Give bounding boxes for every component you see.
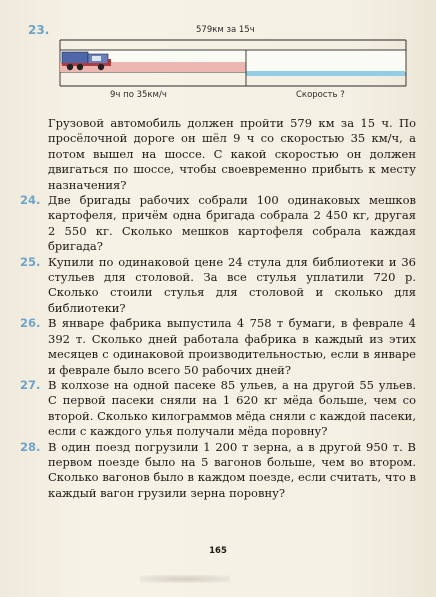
- problem-number: 24.: [20, 193, 41, 208]
- problem-text: Грузовой автомобиль должен пройти 579 км за 15 ч. По просёлочной дороге он шёл 9 ч со скоростью 35 км/ч, а потом вышел на шоссе. С какой скоростью он должен двигаться по шоссе, чтобы своевременно прибыть к месту назначения?: [48, 116, 416, 192]
- page-smudge: [140, 575, 230, 583]
- problem-25: [20, 254, 416, 317]
- problem-26: [20, 316, 416, 378]
- problem-text: Две бригады рабочих собрали 100 одинаковых мешков картофеля, причём одна бригада собрала 2 450 кг, другая 2 550 кг. Сколько мешков картофеля собрала каждая бригада?: [48, 193, 416, 254]
- problem-number: 26.: [20, 316, 41, 331]
- problem-28: [20, 439, 416, 502]
- distance-diagram-svg: [0, 0, 436, 110]
- problem-text: В один поезд погрузили 1 200 т зерна, а в другой 950 т. В первом поезде было на 5 вагонов больше, чем во втором. Сколько вагонов было в каждом поезде, если считать, что в каждый вагон грузили зерна поровну?: [48, 439, 416, 500]
- problem-23: [48, 116, 416, 193]
- problem-number: 25.: [20, 254, 41, 269]
- page-number: 165: [209, 546, 227, 556]
- highway-speed-label: Скорость ?: [296, 90, 345, 100]
- problem-text: В колхозе на одной пасеке 85 ульев, а на другой 55 ульев. С первой пасеки сняли на 1 620 кг мёда больше, чем со второй. Сколько килограммов мёда сняли с каждой пасеки, если с каждого улья получали мёда поровну?: [48, 377, 416, 439]
- problem-24: [20, 193, 416, 255]
- problem-27: [20, 377, 416, 440]
- problems-text: [20, 116, 416, 501]
- total-distance-bracket: [60, 40, 406, 50]
- problem-number: 28.: [20, 439, 41, 454]
- problem-text: Купили по одинаковой цене 24 стула для библиотеки и 36 стульев для столовой. За все стулья уплатили 720 р. Сколько стоили стулья для столовой и сколько для библиотеки?: [48, 254, 416, 315]
- total-distance-label: 579км за 15ч: [196, 25, 255, 35]
- problem-text: В январе фабрика выпустила 4 758 т бумаги, в феврале 4 392 т. Сколько дней работала фабрика в каждый из этих месяцев с одинаковой производительностью, если в январе и феврале было всего 50 рабочих дней?: [48, 316, 416, 377]
- dirt-road-label: 9ч по 35км/ч: [110, 90, 167, 100]
- problem-number-23: 23.: [28, 23, 50, 37]
- distance-diagram: [0, 0, 436, 110]
- problem-number: 27.: [20, 377, 41, 392]
- highway-part: [246, 71, 406, 76]
